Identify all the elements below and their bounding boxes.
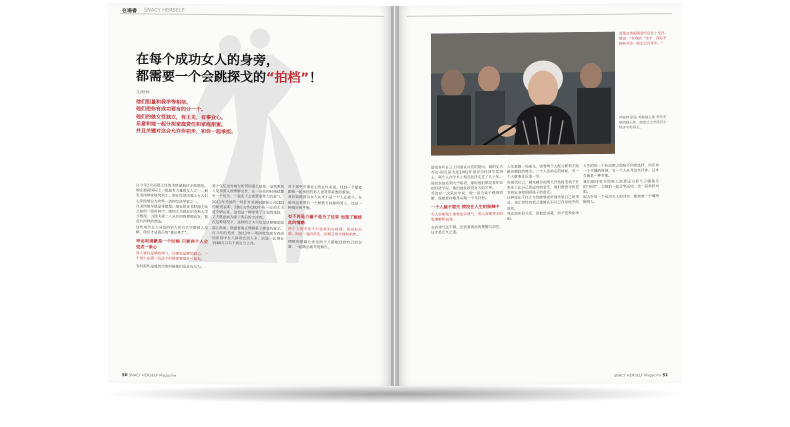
footer-right	[614, 372, 668, 378]
magazine-name: SNACY HERSELF Magazine	[613, 373, 662, 378]
photo-caption: 耶伦在美国国会听证会上发言。她说：“在我的一生中，我有幸能和乔治一起走过许多年。”	[619, 31, 668, 46]
body-column-6	[583, 163, 659, 370]
section-name: 在場書	[122, 8, 138, 15]
headline-line1: 在每个成功女人的身旁，	[136, 52, 280, 69]
right-page	[395, 3, 682, 386]
body-column-1	[136, 183, 208, 370]
paragraph: 因为在每一个成功女人的身旁，都需要一个懂得她的人。	[583, 194, 659, 205]
footer-left	[122, 372, 176, 378]
pull-quote: 男人要有足够的勇气，还要有足够的耐心，一个男人在那一边这个时候需要留步一起走。	[136, 251, 208, 262]
paragraph: 我们期待更多的男人愿意成为那个会跳探戈的“拍档”，与她们一起分享成功，也一起承担风雨。	[583, 178, 659, 195]
magazine-name: SNACY HERSELF Magazine	[128, 373, 177, 378]
paragraph: 要不仅仅是对她有所帮助那么简单，这需要男人更加深入地理解女性，在一开始的时候就要有一个信念，一起走下去需要非常大的勇气。	[212, 184, 284, 200]
left-page	[108, 3, 394, 386]
headline-quote: “拍档”	[266, 70, 310, 87]
lead-line: 他们的做女性独立，有主见，有事业心。	[136, 113, 227, 121]
hearing-photo	[431, 32, 615, 156]
spine-gutter	[391, 6, 399, 386]
paragraph: 耶伦在听证会上回答议员们的提问，她的丈夫乔治·阿克洛夫是2001年诺贝尔经济学奖得主，两个人在学术上相互扶持走过了几十年。	[431, 164, 503, 181]
lead-line: 他们把你有成功要有的分一个。	[136, 106, 207, 114]
magazine-spread	[108, 6, 682, 386]
paragraph: 在美国最早就是哥德堡。她在担任美联储主席之前的一段时间中，她的丈夫就在伯克利大学当教授，当他夫妻二人从共同的理想出发，彼此有同样的想法。	[136, 204, 208, 225]
photo-illustration	[431, 32, 615, 156]
header-rule	[120, 13, 384, 17]
byline: 文/耿林	[136, 89, 150, 95]
subheading: 有不再是力量不是为了包容 而是了解彼此的情感	[288, 213, 362, 225]
paragraph: 他们在伯克利大学相识，那时他们都还是年轻的经济学家，他们彼此欣赏对方的才华。	[431, 180, 503, 191]
subheading: 幸运和道歉是一个时候 只要两个人会变成一条心	[136, 238, 208, 250]
paragraph: 2011年美国的一项针对美国500强公司CEO的研究表明，28位女性CEO中有一位的丈夫是全职在家，这更是一种非常了不起的选择，丈夫愿意成为妻子背后的支持者。	[212, 199, 284, 220]
paragraph: 在今年2月初那上任的美联储新任主席耶伦。她在最初国际上一批最有力量的女人之一，拥有美国国家研究院士。她在经济决策上在人们心里面地位为世界一流的经济学家之一。	[136, 183, 208, 204]
page-number: 51	[662, 372, 668, 378]
paragraph: 这种变化不仅让女性能够更好地发展自己的事业，也让男性有机会重新认识自己在家庭中的角色。	[507, 195, 579, 211]
page-number: 50	[122, 372, 128, 378]
lead-paragraph	[136, 99, 266, 137]
body-column-3	[288, 185, 362, 372]
paragraph: 我们知道成功女人从来不是一个人在战斗，在她身边常常有一个默默支持她的男人，这是一种很好的平衡。	[288, 195, 362, 210]
headline-line2: 都需要一个会跳探戈的“拍档”！	[136, 69, 323, 87]
paragraph: 人生就像一场探戈，需要两个人配合默契才能跳出精彩的舞步。一个人往前走的时候，另一个人就要往后退一步。	[507, 164, 579, 180]
paragraph: 理想的婚姻应该是两个人都能找到自己的位置，一起跳出最美的舞步。	[288, 240, 362, 250]
lead-line: 乐意和她一起分担家庭责任和家庭甜蜜。	[136, 121, 227, 129]
body-column-2	[212, 184, 284, 371]
paragraph: 人生的每一个阶段都会面临不同的选择，而在每一个关键的时刻，有一个人在身边支持你，这本身就是一种幸福。	[583, 163, 659, 179]
paragraph: 在这种情况下，这样的丈夫不仅仅是照顾家庭那么简单，他需要真正理解妻子事业的意义。	[212, 220, 284, 231]
pull-quote: 女人在职场上需要更多勇气，男人需要更多的是理解和包容。	[431, 211, 503, 222]
lead-line: 并且关键对这会允许你初步，和你一起承担。	[136, 128, 237, 136]
paragraph: 在现代社会，越来越多的男人开始接受妻子在事业上比自己更成功的事实，他们愿意分担更多的家务和照顾孩子的责任。	[507, 179, 579, 195]
article-headline	[136, 51, 376, 88]
page-shadow	[100, 384, 690, 404]
body-column-4	[431, 165, 503, 372]
paragraph: 这些成功女人身边的男人所有名字都被人忽略，他们才是真正的“幕后推手”。	[136, 224, 208, 235]
section-english: SNACY HERSELF	[144, 7, 185, 14]
photo-credit: 珍妮特·耶伦 美联储主席 曾任美联储副主席，她的丈夫是诺贝尔经济学奖得主。	[619, 115, 667, 130]
paragraph: 在今年的美国，2013年一项研究发现有四成的家庭中女人挣得比男人多，而这一比例在1960年只有不到百分之四。	[212, 230, 284, 246]
paragraph: 乔治在一次采访中说，他一直为妻子感到骄傲，他愿意在她身后做一个支持者。	[431, 190, 503, 201]
subheading: 一个人就不要失 情投在人生的独舞中	[431, 204, 500, 211]
paragraph: 对于那些有事业心的女性来说，找到一个愿意跟她一起承担的男人是非常重要的事情。	[288, 184, 362, 195]
header-rule	[407, 13, 672, 17]
paragraph: 光有勇气还不够，还需要彼此的理解与信任，这才是长久之道。	[431, 224, 503, 235]
lead-line: 他们胆量和我学等相信。	[136, 99, 192, 106]
body-column-5	[507, 164, 579, 371]
pull-quote: 两个人的关系不只是谁站在前面，谁站在后面，而是一起向前走，是相互的支撑和陪伴。	[288, 227, 362, 237]
paragraph: 有时那些是最成功的时候他们也会有压力。	[136, 264, 205, 270]
paragraph: 真正的伴侣关系，是彼此成就，而不是彼此牵制。	[507, 210, 579, 221]
